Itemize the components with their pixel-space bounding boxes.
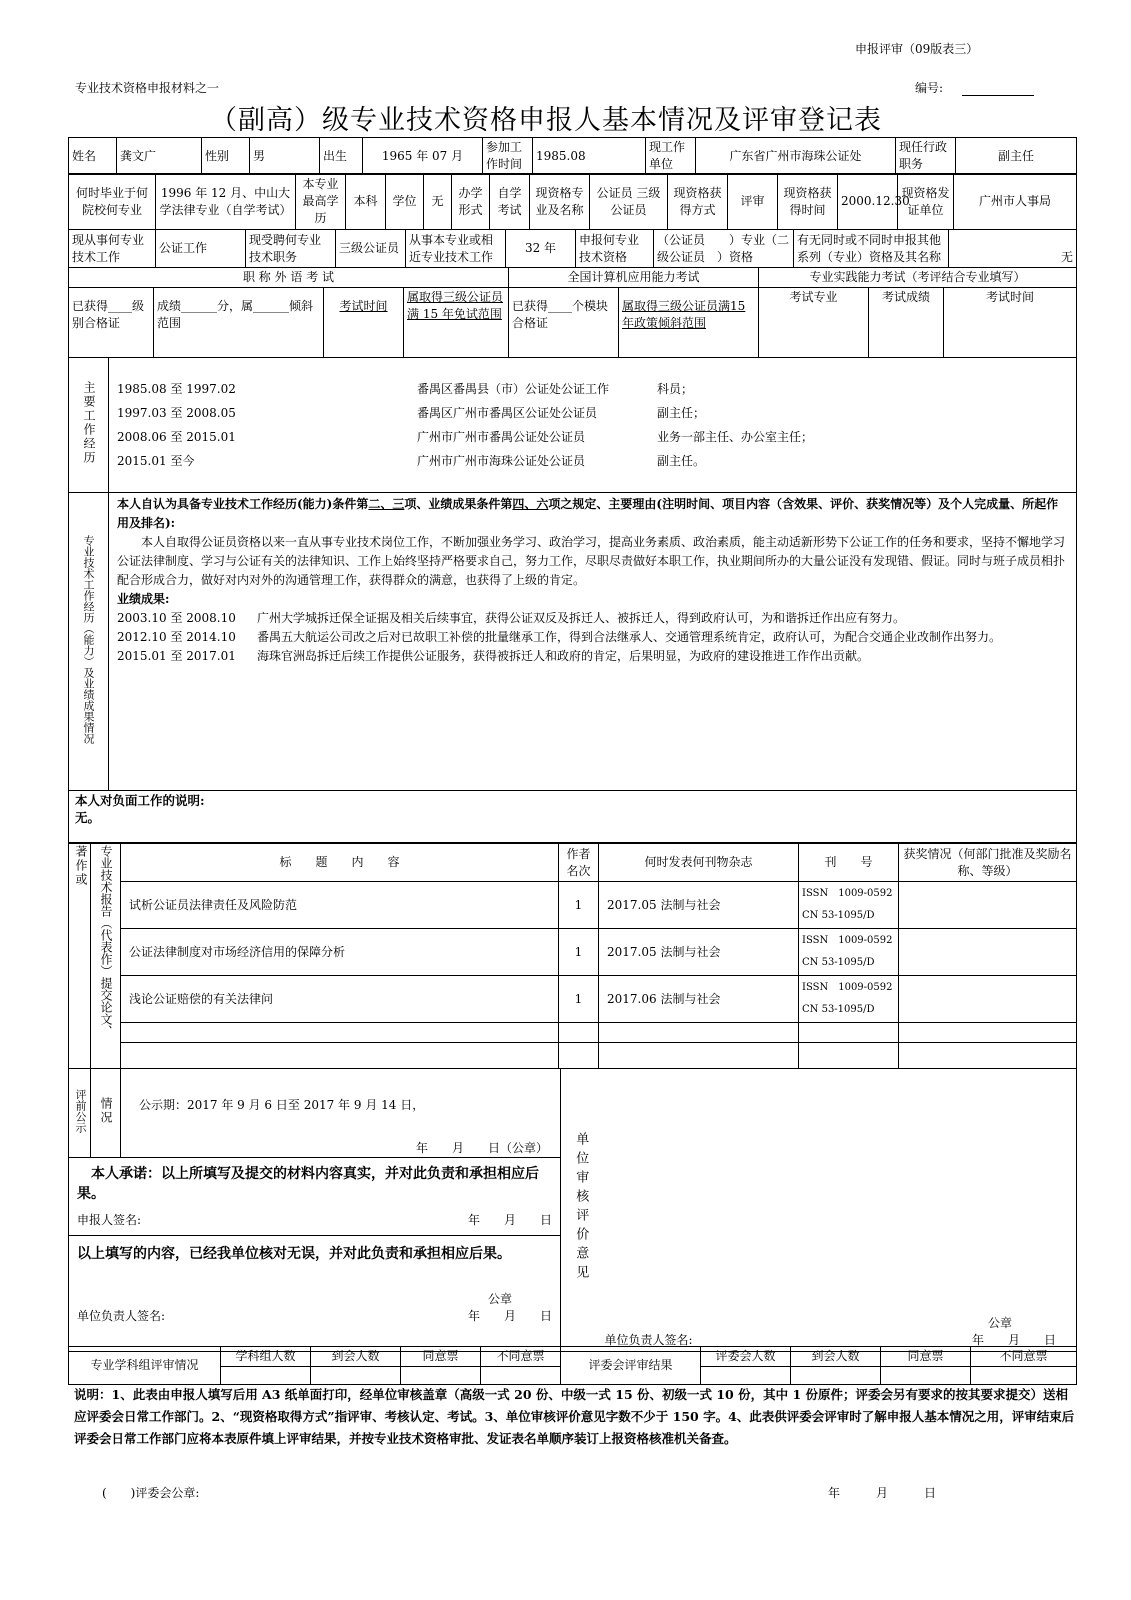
group-col: 不同意票: [481, 1347, 561, 1367]
col-issue: 刊 号: [799, 844, 899, 882]
paper-journal: 2017.05 法制与社会: [599, 882, 799, 929]
page-title: （副高）级专业技术资格申报人基本情况及评审登记表: [210, 105, 882, 136]
unit-verify-sign[interactable]: 单位负责人签名:: [77, 1309, 166, 1323]
edu-value: 本科: [346, 174, 386, 230]
publicity-period: 公示期：2017 年 9 月 6 日至 2017 年 9 月 14 日，: [139, 1098, 425, 1112]
promise-text: 本人承诺：以上所填写及提交的材料内容真实，并对此负责和承担相应后果。: [77, 1166, 539, 1202]
position-value: 副主任: [956, 138, 1077, 175]
col-title: 标 题 内 容: [121, 844, 559, 882]
committee-result-label: 评委会评审结果: [561, 1347, 701, 1385]
apply-label: 申报何专业技术资格: [576, 230, 654, 268]
promise-block: [69, 1158, 561, 1236]
performance-item: 2003.10 至 2008.10 广州大学城拆迁保全证据及相关后续事宜，获得公证双反及拆迁人、被拆迁人，得到政府认可，为和谐拆迁作出应有努力。: [117, 611, 906, 625]
name-value: 龚文广: [117, 138, 202, 175]
experience-item: 2008.06 至 2015.01 广州市广州市番禺公证处公证员 业务一部主任、办公室主任；: [117, 430, 814, 444]
group-review-label: 专业学科组评审情况: [69, 1347, 221, 1385]
performance-item: 2012.10 至 2014.10 番禺五大航运公司改之后对已故职工补偿的批量继承工作，得到合法继承人、交通管理系统肯定，政府认可，为配合交通企业改制作出努力。: [117, 630, 1002, 644]
unit-verify-date: 年 月 日: [467, 1309, 552, 1323]
qual-time-value: 2000.12.30: [838, 174, 898, 230]
work-start-label: 参加工作时间: [483, 138, 533, 175]
unit-review-sign: 单位负责人签名:: [604, 1333, 693, 1347]
exam-time-label: 考试时间: [324, 288, 404, 358]
modules: 已获得____个模块合格证: [509, 288, 619, 358]
negative-label: 本人对负面工作的说明:: [75, 793, 205, 808]
notes: 说明：1、此表由申报人填写后用 A3 纸单面打印，经单位审核盖章（高级一式 20 份、中级一式 15 份、初级一式 10 份，其中 1 份原件；评委会另有要求的按其要求提交）送相应评委会日常工作部门。2、“现资格取得方式”指评审、考核认定、考试。3、单位审核评价意见字数不少于 150 字。4、此表供评委会评审时了解申报人基本情况之用，评审结束后评委会日常工作部门应将本表原件填上评审结果，并按专业技术资格审批、发证表名单顺序装订上报资格核准机关备查。: [74, 1387, 1075, 1446]
paper-award: [899, 929, 1077, 976]
papers-inner-label: 专业技术报告（代表作）提交论文、: [91, 844, 121, 1069]
qual-label: 现资格专业及名称: [530, 174, 590, 230]
unit-verify-text: 以上填写的内容，已经我单位核对无误，并对此负责和承担相应后果。: [77, 1246, 511, 1262]
paper-issue: ISSN 1009-0592 CN 53-1095/D: [799, 882, 899, 929]
gender-value: 男: [250, 138, 320, 175]
committee-col: 到会人数: [791, 1347, 881, 1367]
grad-value: 1996 年 12 月、中山大学法律专业（自学考试）: [156, 174, 296, 230]
birth-label: 出生: [320, 138, 363, 175]
paper-title: 公证法律制度对市场经济信用的保障分析: [121, 929, 559, 976]
score-range: 成绩______分，属______倾斜范围: [154, 288, 324, 358]
unit-review-content[interactable]: [601, 1069, 1077, 1352]
publicity-date: 年 月 日（公章）: [415, 1141, 548, 1155]
foreign-exam-title: 职 称 外 语 考 试: [69, 268, 509, 288]
grad-label: 何时毕业于何院校何专业: [69, 174, 156, 230]
qual-way-value: 评审: [728, 174, 778, 230]
practice-time: 考试时间: [944, 288, 1077, 358]
unit-verify-seal: 公章: [487, 1292, 512, 1306]
unit-review-date: 年 月 日: [971, 1333, 1056, 1347]
unit-review-seal: 公章: [987, 1316, 1012, 1330]
issuer-value: 广州市人事局: [954, 174, 1077, 230]
committee-col: 不同意票: [971, 1347, 1077, 1367]
applicant-sign[interactable]: 申报人签名:: [77, 1213, 142, 1227]
edu-label: 本专业最高学历: [296, 174, 346, 230]
committee-col: 同意票: [881, 1347, 971, 1367]
experience-list: [109, 358, 1077, 493]
paper-rank: 1: [559, 882, 599, 929]
result-table: [68, 1346, 1077, 1385]
performance-item: 2015.01 至 2017.01 海珠官洲岛拆迁后续工作提供公证服务，获得被拆迁人和政府的肯定，后果明显，为政府的建设推进工作作出贡献。: [117, 649, 870, 663]
qual-time-label: 现资格获得时间: [778, 174, 838, 230]
work-start-value: 1985.08: [533, 138, 646, 175]
ability-label: 专业技术工作经历（能力）及业绩成果情况: [69, 493, 109, 791]
review-section: [68, 1068, 1077, 1352]
unit-value: 广东省广州市海珠公证处: [696, 138, 896, 175]
practice-exam-title: 专业实践能力考试（考评结合专业填写）: [759, 268, 1077, 288]
performance-title: 业绩成果:: [117, 592, 170, 606]
degree-label: 学位: [386, 174, 424, 230]
experience-item: 1985.08 至 1997.02 番禺区番禺县（市）公证处公证工作 科员；: [117, 382, 694, 396]
foreign-exempt: 属取得三级公证员满 15 年免试范围: [404, 288, 509, 358]
practice-score: 考试成绩: [869, 288, 944, 358]
paper-rank: 1: [559, 976, 599, 1023]
hired-value: 三级公证员: [336, 230, 406, 268]
paper-issue: ISSN 1009-0592 CN 53-1095/D: [799, 929, 899, 976]
name-label: 姓名: [69, 138, 117, 175]
practice-major: 考试专业: [759, 288, 869, 358]
apply-value: （公证员 ）专业（二级公证员 ）资格: [654, 230, 794, 268]
gender-label: 性别: [202, 138, 250, 175]
basic-info-row3: [68, 229, 1077, 268]
publicity-label-b: 情况: [91, 1069, 121, 1158]
publicity-content: [121, 1069, 561, 1158]
material-label: 专业技术资格申报材料之一: [75, 81, 220, 95]
ability-body: 本人自取得公证员资格以来一直从事专业技术岗位工作，不断加强业务学习、政治学习，提高业务素质、政治素质，能主动适新形势下公证工作的任务和要求，坚持不懈地学习公证法律制度、学习与公证有关的法律知识、工作上始终坚持严格要求自己，努力工作，尽职尽责做好本职工作，执业期间所办的大量公证没有发现错、假证。同时与班子成员相扑配合形成合力，做好对内对外的沟通管理工作，获得群众的满意，也获得了上级的肯定。: [117, 535, 1066, 587]
negative-text: 无。: [75, 810, 101, 825]
birth-value: 1965 年 07 月: [363, 138, 483, 175]
col-rank: 作者名次: [559, 844, 599, 882]
committee-col: 评委会人数: [701, 1347, 791, 1367]
other-label: 有无同时或不同时申报其他系列（专业）资格及其名称: [794, 230, 949, 268]
issuer-label: 现资格发证单位: [898, 174, 954, 230]
paper-award: [899, 976, 1077, 1023]
school-form-label: 办学形式: [452, 174, 490, 230]
table-row: [69, 1043, 1077, 1069]
form-version: 申报评审（09版表三）: [855, 42, 979, 56]
other-value: 无: [949, 230, 1077, 268]
paper-rank: 1: [559, 929, 599, 976]
qual-way-label: 现资格获得方式: [668, 174, 728, 230]
negative-note: [69, 791, 1077, 843]
degree-value: 无: [424, 174, 452, 230]
table-row: [69, 929, 1077, 976]
paper-title: 试析公证员法律责任及风险防范: [121, 882, 559, 929]
cur-work-label: 现从事何专业技术工作: [69, 230, 156, 268]
ability-intro: 本人自认为具备专业技术工作经历(能力)条件第二、三项、业绩成果条件第四、六项之规定、主要理由(注明时间、项目内容（含效果、评价、获奖情况等）及个人完成量、所起作用及排名):: [117, 497, 1059, 530]
experience-section: [68, 357, 1077, 843]
years-label: 从事本专业或相近专业技术工作: [406, 230, 506, 268]
basic-info-row1: [68, 137, 1077, 175]
group-col: 同意票: [401, 1347, 481, 1367]
experience-item: 2015.01 至今 广州市广州市海珠公证处公证员 副主任。: [117, 454, 706, 468]
basic-info-row2: [68, 173, 1077, 230]
paper-title: 浅论公证赔偿的有关法律问: [121, 976, 559, 1023]
paper-issue: ISSN 1009-0592 CN 53-1095/D: [799, 976, 899, 1023]
col-award: 获奖情况（何部门批准及奖励名称、等级）: [899, 844, 1077, 882]
paper-journal: 2017.06 法制与社会: [599, 976, 799, 1023]
position-label: 现任行政职务: [896, 138, 956, 175]
school-form-value: 自学考试: [490, 174, 530, 230]
unit-verify-block: [69, 1236, 561, 1352]
promise-date: 年 月 日: [467, 1213, 552, 1227]
obtained-level: 已获得____级别合格证: [69, 288, 154, 358]
qual-value: 公证员 三级公证员: [590, 174, 668, 230]
years-value: 32 年: [506, 230, 576, 268]
computer-exam-title: 全国计算机应用能力考试: [509, 268, 759, 288]
col-journal: 何时发表何刊物杂志: [599, 844, 799, 882]
ability-content: [109, 493, 1077, 791]
paper-award: [899, 882, 1077, 929]
table-row: [69, 976, 1077, 1023]
number-label: 编号:: [915, 81, 944, 95]
unit-review-label: 单位审核评价意见: [561, 1069, 601, 1352]
computer-exempt: 属取得三级公证员满15年政策倾斜范围: [619, 288, 759, 358]
table-row: [69, 882, 1077, 929]
papers-outer-label: 著作或: [69, 844, 91, 1069]
paper-journal: 2017.05 法制与社会: [599, 929, 799, 976]
group-col: 学科组人数: [221, 1347, 311, 1367]
number-field[interactable]: [962, 94, 1034, 96]
exam-section: [68, 267, 1077, 358]
group-col: 到会人数: [311, 1347, 401, 1367]
unit-label: 现工作单位: [646, 138, 696, 175]
committee-seal: ( )评委会公章:: [102, 1486, 200, 1500]
footer-date: 年 月 日: [828, 1486, 937, 1500]
hired-label: 现受聘何专业技术职务: [246, 230, 336, 268]
cur-work-value: 公证工作: [156, 230, 246, 268]
experience-label: 主要工作经历: [69, 358, 109, 493]
table-row: [69, 1023, 1077, 1043]
papers-table: [68, 843, 1077, 1069]
publicity-label: 评前公示: [69, 1069, 91, 1158]
experience-item: 1997.03 至 2008.05 番禺区广州市番禺区公证处公证员 副主任；: [117, 406, 706, 420]
